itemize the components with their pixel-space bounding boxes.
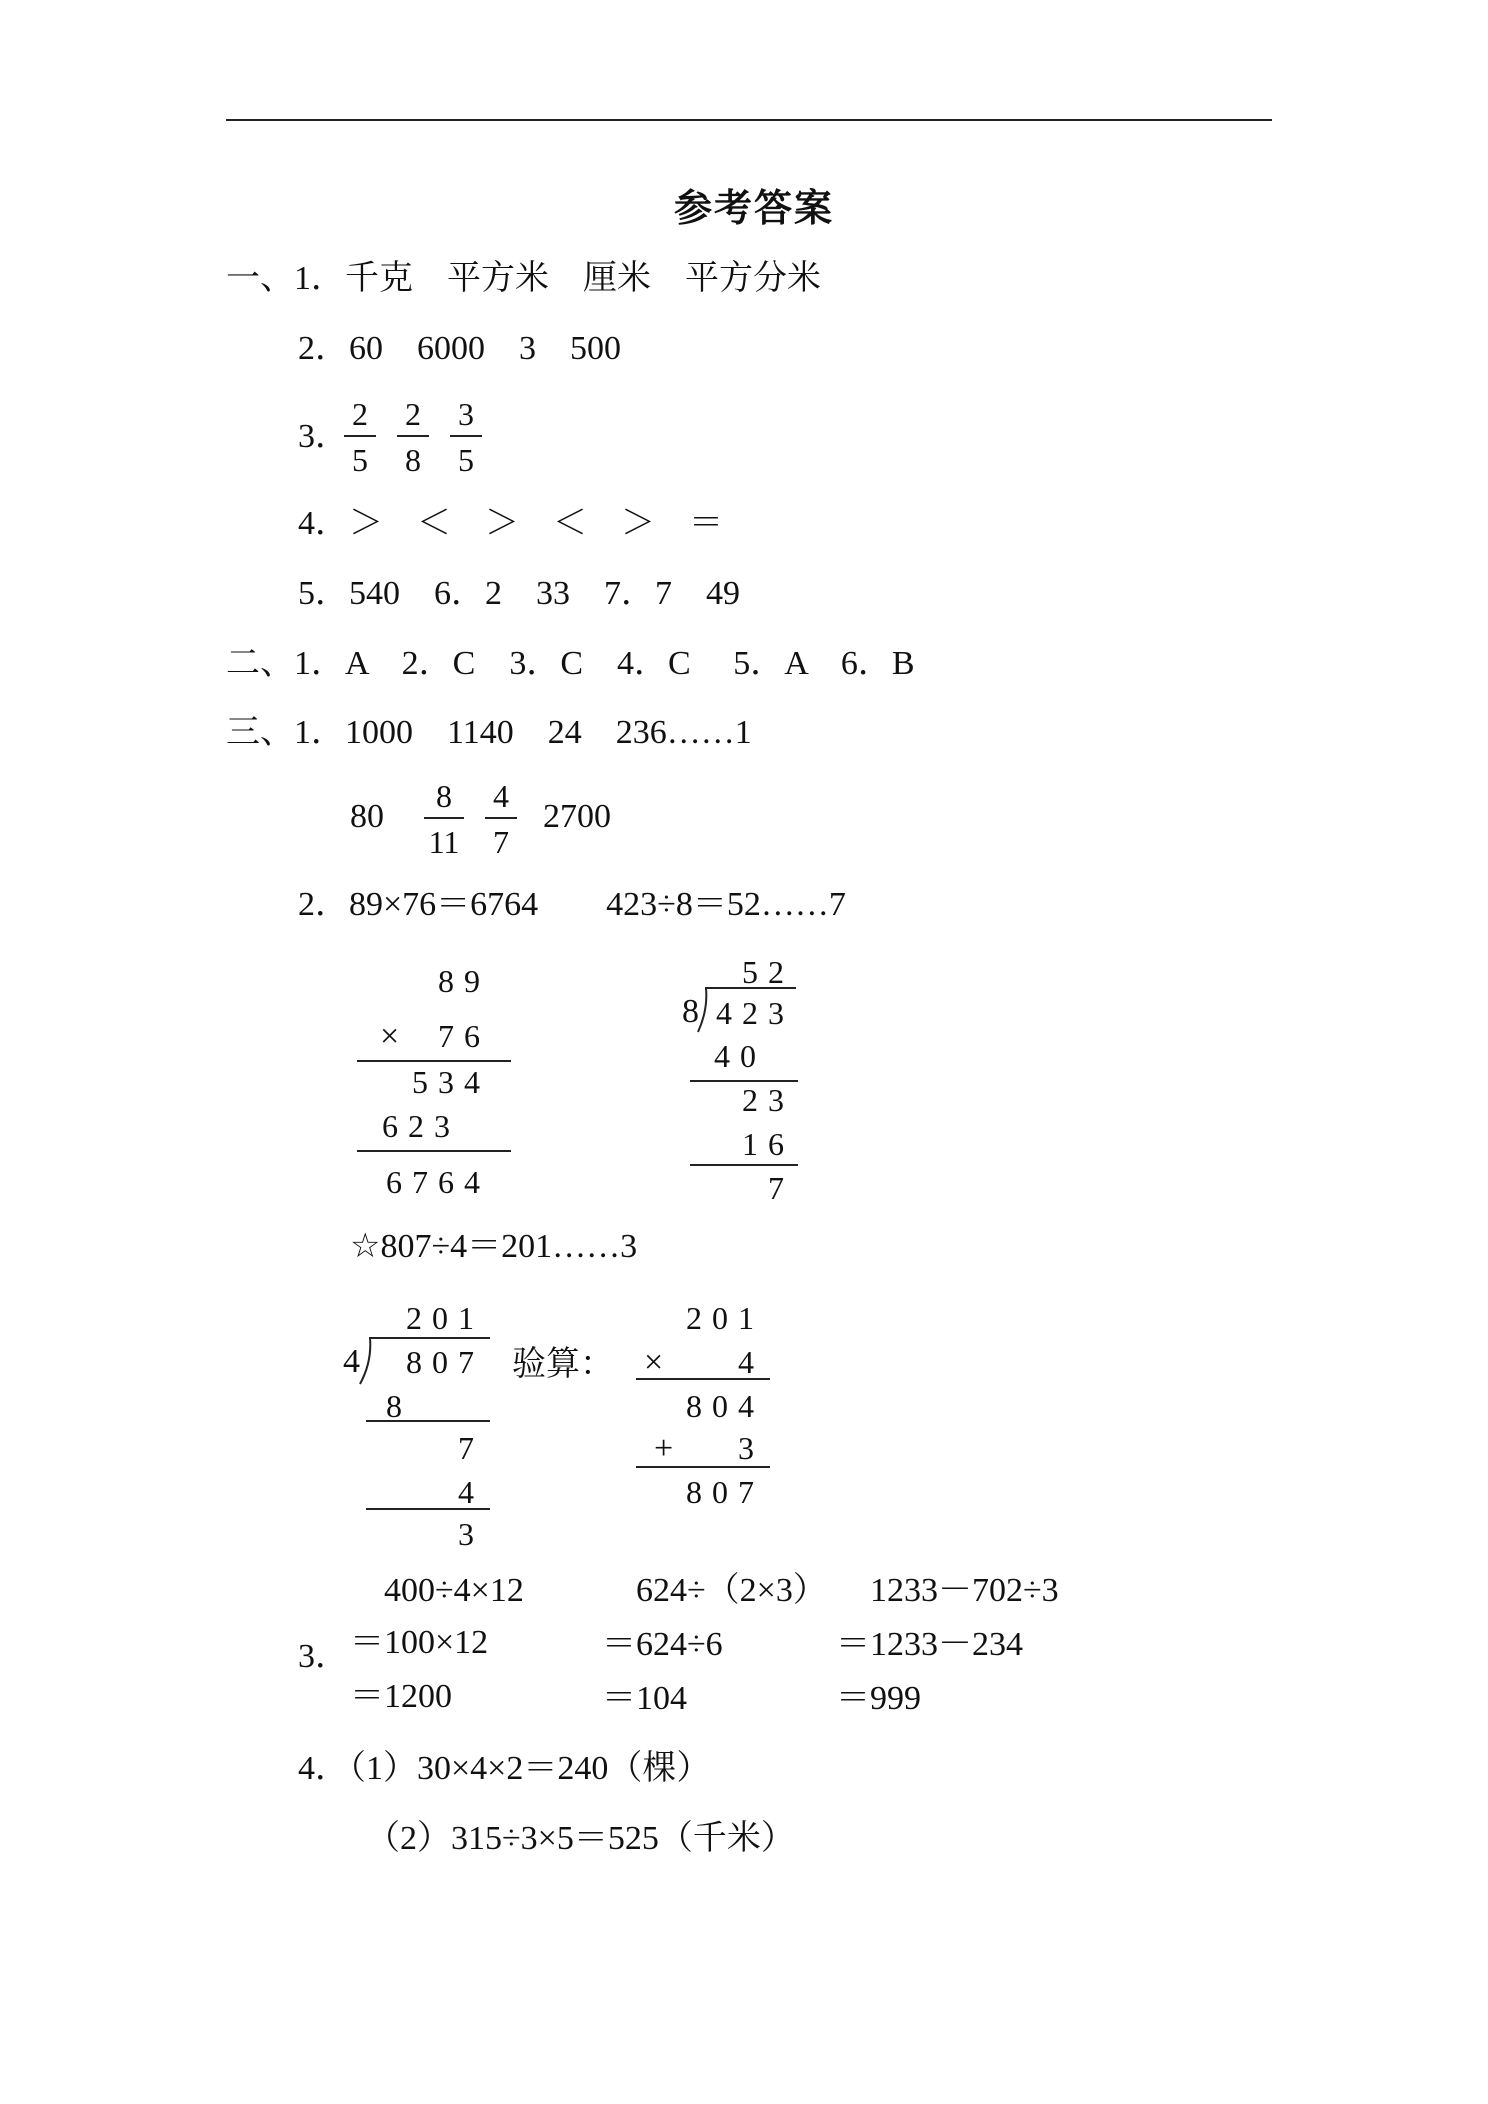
div2-quotient: 201 bbox=[406, 1300, 484, 1336]
q3-col3-line3: ＝999 bbox=[836, 1680, 921, 1717]
s1-q2: 2．60 6000 3 500 bbox=[298, 330, 621, 367]
mult-partial1: 534 bbox=[412, 1064, 490, 1100]
div1-rule bbox=[690, 1164, 798, 1166]
div2-dividend: 807 bbox=[406, 1344, 484, 1380]
s3-q3-label: 3． bbox=[298, 1638, 349, 1675]
s3-q1-fraction bbox=[420, 780, 468, 858]
s1-q3-label: 3． bbox=[298, 418, 349, 455]
s3-q1-fraction bbox=[481, 780, 521, 858]
s2-line: 二、1．A 2．C 3．C 4．C 5．A 6．B bbox=[226, 645, 915, 682]
check-addend: 3 bbox=[738, 1430, 764, 1466]
check-result: 807 bbox=[686, 1474, 764, 1510]
s1-q3-fraction bbox=[446, 398, 486, 476]
numerator: 4 bbox=[493, 778, 509, 814]
div2-divisor: 4 bbox=[343, 1343, 360, 1380]
s1-q4: 4．＞ ＜ ＞ ＜ ＞ ＝ bbox=[298, 505, 723, 542]
mult-sign: × bbox=[380, 1018, 400, 1055]
check-label: 验算： bbox=[512, 1346, 614, 1383]
denominator: 11 bbox=[428, 824, 460, 860]
s1-q3-fraction bbox=[393, 398, 433, 476]
check-product: 804 bbox=[686, 1388, 764, 1424]
div1-remainder1: 23 bbox=[742, 1082, 794, 1118]
check-row1: 201 bbox=[686, 1300, 764, 1336]
div2-remainder: 3 bbox=[458, 1516, 484, 1552]
denominator: 5 bbox=[352, 442, 368, 478]
s3-q1-suffix: 2700 bbox=[543, 798, 611, 835]
q3-col2-line2: ＝624÷6 bbox=[602, 1626, 723, 1663]
q3-col2-line3: ＝104 bbox=[602, 1680, 687, 1717]
div1-divisor: 8 bbox=[682, 993, 699, 1030]
q3-col1-line2: ＝100×12 bbox=[350, 1624, 489, 1661]
div1-dividend: 423 bbox=[716, 995, 794, 1031]
q3-col3-line1: 1233－702÷3 bbox=[870, 1572, 1059, 1609]
check-rule bbox=[636, 1378, 770, 1380]
s1-q5: 5．540 6．2 33 7．7 49 bbox=[298, 575, 740, 612]
mult-row2: 76 bbox=[438, 1018, 490, 1054]
div2-subtract2: 4 bbox=[458, 1474, 484, 1510]
div2-subtract1: 8 bbox=[386, 1388, 412, 1424]
numerator: 3 bbox=[458, 396, 474, 432]
q3-col2-line1: 624÷（2×3） bbox=[636, 1572, 827, 1609]
s3-q2-header: 2．89×76＝6764 423÷8＝52……7 bbox=[298, 886, 846, 923]
q3-col1-line1: 400÷4×12 bbox=[384, 1572, 524, 1609]
check-row2: 4 bbox=[738, 1344, 764, 1380]
div1-quotient: 52 bbox=[742, 954, 794, 990]
div2-remainder1: 7 bbox=[458, 1430, 484, 1466]
star-line: ☆807÷4＝201……3 bbox=[350, 1228, 638, 1265]
div1-remainder: 7 bbox=[768, 1170, 794, 1206]
numerator: 2 bbox=[405, 396, 421, 432]
mult-rule bbox=[357, 1060, 511, 1062]
numerator: 2 bbox=[352, 396, 368, 432]
mult-partial2: 623 bbox=[382, 1108, 460, 1144]
div2-rule bbox=[366, 1420, 490, 1422]
s3-q1-prefix: 80 bbox=[350, 798, 384, 835]
s3-q1-line1: 三、1．1000 1140 24 236……1 bbox=[226, 714, 752, 751]
div1-subtract2: 16 bbox=[742, 1126, 794, 1162]
q3-col3-line2: ＝1233－234 bbox=[836, 1626, 1023, 1663]
s1-q1: 一、1．千克 平方米 厘米 平方分米 bbox=[226, 260, 821, 297]
s3-q4-1: 4．（1）30×4×2＝240（棵） bbox=[298, 1750, 711, 1787]
mult-row1: 89 bbox=[438, 963, 490, 999]
s1-q3-fraction bbox=[340, 398, 380, 476]
q3-col1-line3: ＝1200 bbox=[350, 1678, 452, 1715]
top-rule bbox=[226, 119, 1272, 121]
div1-subtract1: 40 bbox=[714, 1038, 766, 1074]
denominator: 5 bbox=[458, 442, 474, 478]
denominator: 8 bbox=[405, 442, 421, 478]
denominator: 7 bbox=[493, 824, 509, 860]
div2-rule bbox=[366, 1508, 490, 1510]
check-times-sign: × bbox=[644, 1344, 664, 1381]
check-plus-sign: + bbox=[654, 1430, 674, 1467]
check-rule bbox=[636, 1466, 770, 1468]
numerator: 8 bbox=[436, 778, 452, 814]
page-title: 参考答案 bbox=[674, 188, 835, 230]
s3-q4-2: （2）315÷3×5＝525（千米） bbox=[366, 1820, 795, 1857]
mult-rule bbox=[357, 1150, 511, 1152]
mult-result: 6764 bbox=[386, 1164, 490, 1200]
